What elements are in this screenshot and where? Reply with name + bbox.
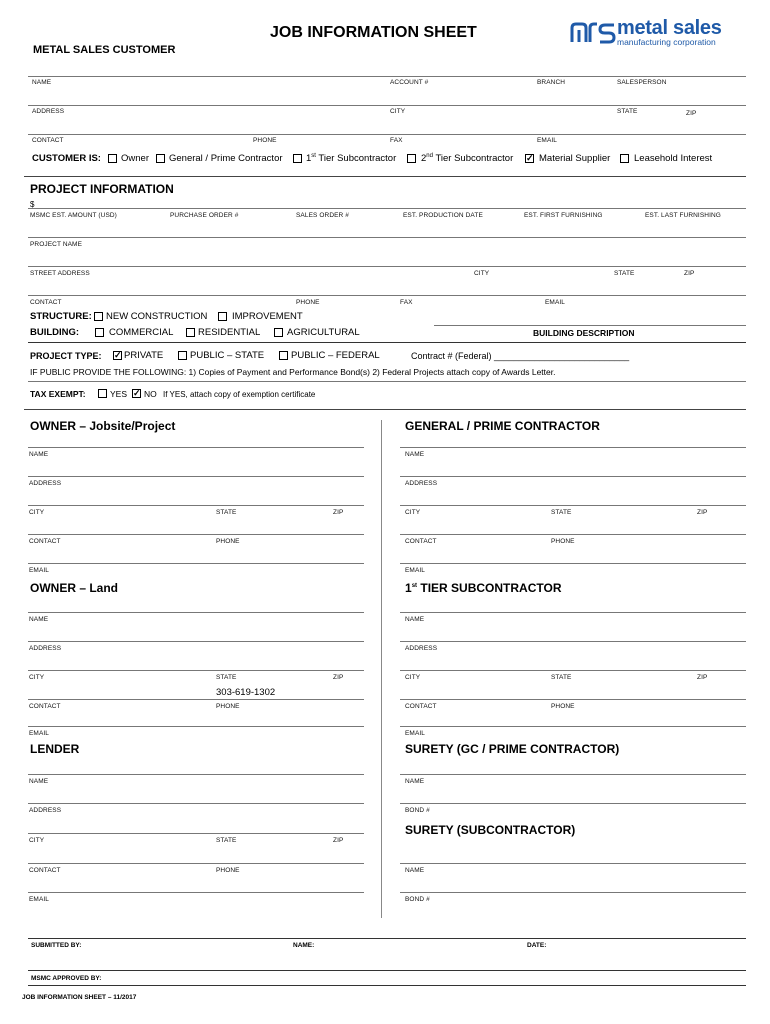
gc-name-label: NAME [405, 451, 425, 458]
first-tier-state-label: STATE [551, 674, 572, 681]
building-label: BUILDING: [30, 327, 80, 338]
project-city-label: CITY [474, 270, 490, 277]
first-tier-zip-label: ZIP [697, 674, 708, 681]
owner-land-email-label: EMAIL [29, 730, 50, 737]
sales-order-label: SALES ORDER # [296, 212, 349, 219]
customer-fax-label: FAX [390, 137, 403, 144]
private-checkbox[interactable] [113, 351, 122, 360]
project-name-label: PROJECT NAME [30, 241, 83, 248]
public-requirements-note: IF PUBLIC PROVIDE THE FOLLOWING: 1) Copies of Payment and Performance Bond(s) 2) Federal Projects attach copy of Awards Letter. [30, 367, 556, 377]
lender-address-label: ADDRESS [29, 807, 62, 814]
public-federal-label: PUBLIC – FEDERAL [291, 350, 380, 361]
public-federal-checkbox[interactable] [279, 351, 288, 360]
footer-name-label: NAME: [293, 942, 315, 949]
first-tier-city-label: CITY [405, 674, 421, 681]
gc-email-label: EMAIL [405, 567, 426, 574]
owner-checkbox[interactable] [108, 154, 117, 163]
dollar-sign: $ [30, 200, 35, 209]
project-contact-label: CONTACT [30, 299, 62, 306]
agricultural-label: AGRICULTURAL [287, 327, 360, 338]
lender-name-label: NAME [29, 778, 49, 785]
surety-gc-name-label: NAME [405, 778, 425, 785]
owner-jobsite-phone-label: PHONE [216, 538, 240, 545]
est-amount-label: MSMC EST. AMOUNT (USD) [30, 212, 117, 219]
page-title: JOB INFORMATION SHEET [270, 24, 477, 41]
customer-name-label: NAME [32, 79, 52, 86]
owner-land-address-label: ADDRESS [29, 645, 62, 652]
surety-sub-heading: SURETY (SUBCONTRACTOR) [405, 823, 576, 837]
tax-exempt-no-checkbox[interactable] [132, 389, 141, 398]
logo-name: metal sales [617, 17, 722, 39]
general-contractor-checkbox[interactable] [156, 154, 165, 163]
surety-sub-bond-label: BOND # [405, 896, 430, 903]
lender-contact-label: CONTACT [29, 867, 61, 874]
improvement-label: IMPROVEMENT [232, 311, 303, 322]
gc-address-label: ADDRESS [405, 480, 438, 487]
material-supplier-option-label: Material Supplier [539, 153, 611, 164]
logo-mark-icon [570, 20, 616, 46]
project-state-label: STATE [614, 270, 635, 277]
gc-zip-label: ZIP [697, 509, 708, 516]
customer-email-label: EMAIL [537, 137, 558, 144]
first-tier-phone-label: PHONE [551, 703, 575, 710]
gc-state-label: STATE [551, 509, 572, 516]
residential-label: RESIDENTIAL [198, 327, 261, 338]
owner-jobsite-address-label: ADDRESS [29, 480, 62, 487]
customer-phone-label: PHONE [253, 137, 277, 144]
second-tier-checkbox[interactable] [407, 154, 416, 163]
second-tier-option-label: 2nd Tier Subcontractor [421, 152, 514, 164]
owner-jobsite-heading: OWNER – Jobsite/Project [30, 419, 176, 433]
leasehold-checkbox[interactable] [620, 154, 629, 163]
public-state-label: PUBLIC – STATE [190, 350, 265, 361]
owner-land-state-label: STATE [216, 674, 237, 681]
tax-exempt-no-label: NO [144, 389, 157, 399]
first-tier-heading: 1st TIER SUBCONTRACTOR [405, 581, 562, 595]
gc-phone-label: PHONE [551, 538, 575, 545]
owner-jobsite-contact-label: CONTACT [29, 538, 61, 545]
commercial-label: COMMERCIAL [109, 327, 174, 338]
branch-label: BRANCH [537, 79, 566, 86]
surety-gc-bond-label: BOND # [405, 807, 430, 814]
customer-city-label: CITY [390, 108, 406, 115]
lender-city-label: CITY [29, 837, 45, 844]
first-tier-option-label: 1st Tier Subcontractor [306, 152, 397, 164]
submitted-by-label: SUBMITTED BY: [31, 942, 82, 949]
first-tier-checkbox[interactable] [293, 154, 302, 163]
purchase-order-label: PURCHASE ORDER # [170, 212, 239, 219]
lender-email-label: EMAIL [29, 896, 50, 903]
owner-land-name-label: NAME [29, 616, 49, 623]
customer-zip-label: ZIP [686, 110, 697, 117]
contract-federal-field[interactable]: Contract # (Federal) ___________________________ [411, 351, 630, 361]
owner-land-city-label: CITY [29, 674, 45, 681]
lender-state-label: STATE [216, 837, 237, 844]
new-construction-checkbox[interactable] [94, 312, 103, 321]
new-construction-label: NEW CONSTRUCTION [106, 311, 208, 322]
page-subtitle: METAL SALES CUSTOMER [33, 44, 176, 56]
footer-date-label: DATE: [527, 942, 547, 949]
building-description-label: BUILDING DESCRIPTION [533, 328, 635, 338]
tax-exempt-yes-label: YES [110, 389, 128, 399]
gc-city-label: CITY [405, 509, 421, 516]
production-date-label: EST. PRODUCTION DATE [403, 212, 483, 219]
surety-sub-name-label: NAME [405, 867, 425, 874]
project-type-label: PROJECT TYPE: [30, 351, 102, 361]
gc-heading: GENERAL / PRIME CONTRACTOR [405, 419, 600, 433]
form-id: JOB INFORMATION SHEET – 11/2017 [22, 994, 137, 1001]
first-tier-name-label: NAME [405, 616, 425, 623]
owner-jobsite-email-label: EMAIL [29, 567, 50, 574]
project-zip-label: ZIP [684, 270, 695, 277]
salesperson-label: SALESPERSON [617, 79, 667, 86]
owner-option-label: Owner [121, 153, 149, 164]
improvement-checkbox[interactable] [218, 312, 227, 321]
customer-contact-label: CONTACT [32, 137, 64, 144]
street-address-label: STREET ADDRESS [30, 270, 90, 277]
first-tier-email-label: EMAIL [405, 730, 426, 737]
customer-is-label: CUSTOMER IS: [32, 153, 101, 164]
commercial-checkbox[interactable] [95, 328, 104, 337]
public-state-checkbox[interactable] [178, 351, 187, 360]
project-email-label: EMAIL [545, 299, 566, 306]
owner-jobsite-state-label: STATE [216, 509, 237, 516]
owner-land-zip-label: ZIP [333, 674, 344, 681]
owner-land-phone-label: PHONE [216, 703, 240, 710]
tax-exempt-note: If YES, attach copy of exemption certificate [163, 390, 316, 399]
tax-exempt-label: TAX EXEMPT: [30, 389, 86, 399]
agricultural-checkbox[interactable] [274, 328, 283, 337]
owner-jobsite-zip-label: ZIP [333, 509, 344, 516]
tax-exempt-yes-checkbox[interactable] [98, 389, 107, 398]
material-supplier-checkbox[interactable] [525, 154, 534, 163]
project-phone-label: PHONE [296, 299, 320, 306]
lender-heading: LENDER [30, 742, 80, 756]
gc-contact-label: CONTACT [405, 538, 437, 545]
first-tier-address-label: ADDRESS [405, 645, 438, 652]
customer-state-label: STATE [617, 108, 638, 115]
general-contractor-option-label: General / Prime Contractor [169, 153, 283, 164]
owner-land-heading: OWNER – Land [30, 581, 119, 595]
project-info-heading: PROJECT INFORMATION [30, 182, 174, 196]
owner-jobsite-name-label: NAME [29, 451, 49, 458]
residential-checkbox[interactable] [186, 328, 195, 337]
logo-tagline: manufacturing corporation [617, 37, 716, 47]
last-furnishing-label: EST. LAST FURNISHING [645, 212, 721, 219]
surety-gc-heading: SURETY (GC / PRIME CONTRACTOR) [405, 742, 620, 756]
leasehold-option-label: Leasehold Interest [634, 153, 713, 164]
lender-zip-label: ZIP [333, 837, 344, 844]
structure-label: STRUCTURE: [30, 311, 92, 322]
customer-address-label: ADDRESS [32, 108, 65, 115]
owner-land-phone-value[interactable]: 303-619-1302 [216, 687, 276, 698]
account-label: ACCOUNT # [390, 79, 429, 86]
owner-jobsite-city-label: CITY [29, 509, 45, 516]
private-label: PRIVATE [124, 350, 164, 361]
first-furnishing-label: EST. FIRST FURNISHING [524, 212, 603, 219]
approved-by-label: MSMC APPROVED BY: [31, 975, 102, 982]
lender-phone-label: PHONE [216, 867, 240, 874]
first-tier-contact-label: CONTACT [405, 703, 437, 710]
owner-land-contact-label: CONTACT [29, 703, 61, 710]
project-fax-label: FAX [400, 299, 413, 306]
